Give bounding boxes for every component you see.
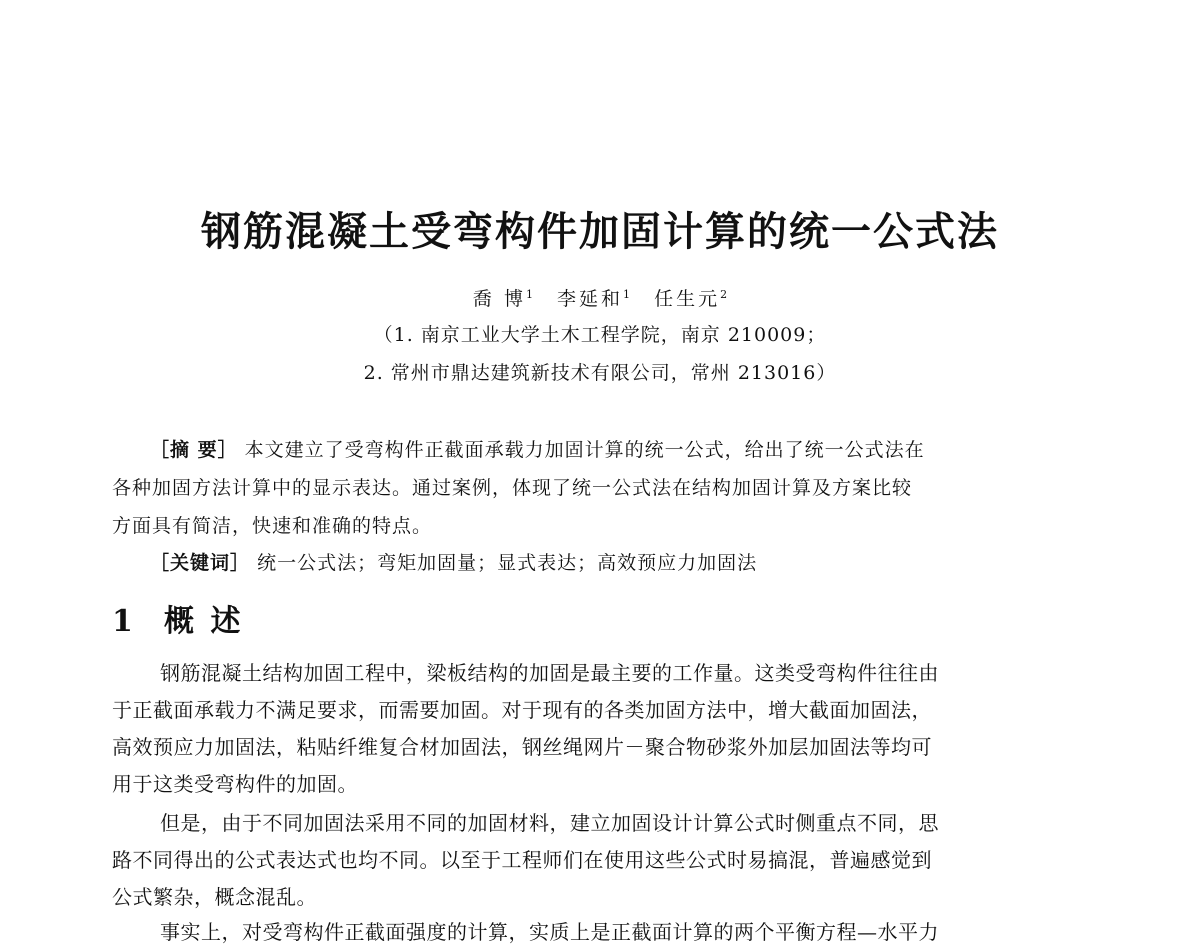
paragraph-3 xyxy=(112,914,1082,951)
section-heading xyxy=(112,598,243,646)
paragraph-line: 公式繁杂，概念混乱。 xyxy=(112,885,317,909)
author-list xyxy=(0,284,1200,314)
keywords-text: 统一公式法；弯矩加固量；显式表达；高效预应力加固法 xyxy=(257,552,758,574)
author-affiliation-mark: 2 xyxy=(720,288,728,301)
paragraph-2 xyxy=(112,805,1082,916)
affiliation-2: 2. 常州市鼎达建筑新技术有限公司，常州 213016） xyxy=(363,362,837,384)
author-name: 任生元 xyxy=(654,288,721,310)
paragraph-line: 路不同得出的公式表达式也均不同。以至于工程师们在使用这些公式时易搞混，普遍感觉到 xyxy=(112,848,932,872)
affiliation-1: （1. 南京工业大学土木工程学院，南京 210009； xyxy=(373,324,827,346)
author-name: 李延和 xyxy=(557,288,624,310)
section-number: 1 xyxy=(112,604,136,639)
abstract-line xyxy=(112,431,1082,469)
keywords xyxy=(112,545,1082,582)
paragraph-line: 但是，由于不同加固法采用不同的加固材料，建立加固设计计算公式时侧重点不同，思 xyxy=(160,811,939,835)
author-name: 喬 博 xyxy=(472,288,526,310)
author-affiliation-mark: 1 xyxy=(623,288,631,301)
abstract-text: 本文建立了受弯构件正截面承载力加固计算的统一公式，给出了统一公式法在 xyxy=(244,439,925,461)
author-2 xyxy=(557,284,630,314)
abstract xyxy=(112,431,1082,545)
author-affiliation-mark: 1 xyxy=(525,288,533,301)
abstract-line: 方面具有简洁，快速和准确的特点。 xyxy=(112,515,433,537)
section-title: 概 述 xyxy=(164,604,244,639)
author-3 xyxy=(654,284,727,314)
abstract-line: 各种加固方法计算中的显示表达。通过案例，体现了统一公式法在结构加固计算及方案比较 xyxy=(112,477,913,499)
abstract-label: ［摘 要］ xyxy=(150,439,238,461)
paper-title: 钢筋混凝土受弯构件加固计算的统一公式法 xyxy=(201,208,999,255)
paragraph-line: 高效预应力加固法，粘贴纤维复合材加固法，钢丝绳网片－聚合物砂浆外加层加固法等均可 xyxy=(112,735,932,759)
author-1 xyxy=(473,284,533,314)
keywords-line xyxy=(112,545,1082,582)
keywords-label: ［关键词］ xyxy=(150,552,251,574)
paragraph-1 xyxy=(112,655,1082,803)
paragraph-line: 事实上，对受弯构件正截面强度的计算，实质上是正截面计算的两个平衡方程—水平力 xyxy=(160,920,939,944)
paragraph-line: 钢筋混凝土结构加固工程中，梁板结构的加固是最主要的工作量。这类受弯构件往往由 xyxy=(160,661,939,685)
paragraph-line: 用于这类受弯构件的加固。 xyxy=(112,772,358,796)
paragraph-line: 于正截面承载力不满足要求，而需要加固。对于现有的各类加固方法中，增大截面加固法， xyxy=(112,698,932,722)
